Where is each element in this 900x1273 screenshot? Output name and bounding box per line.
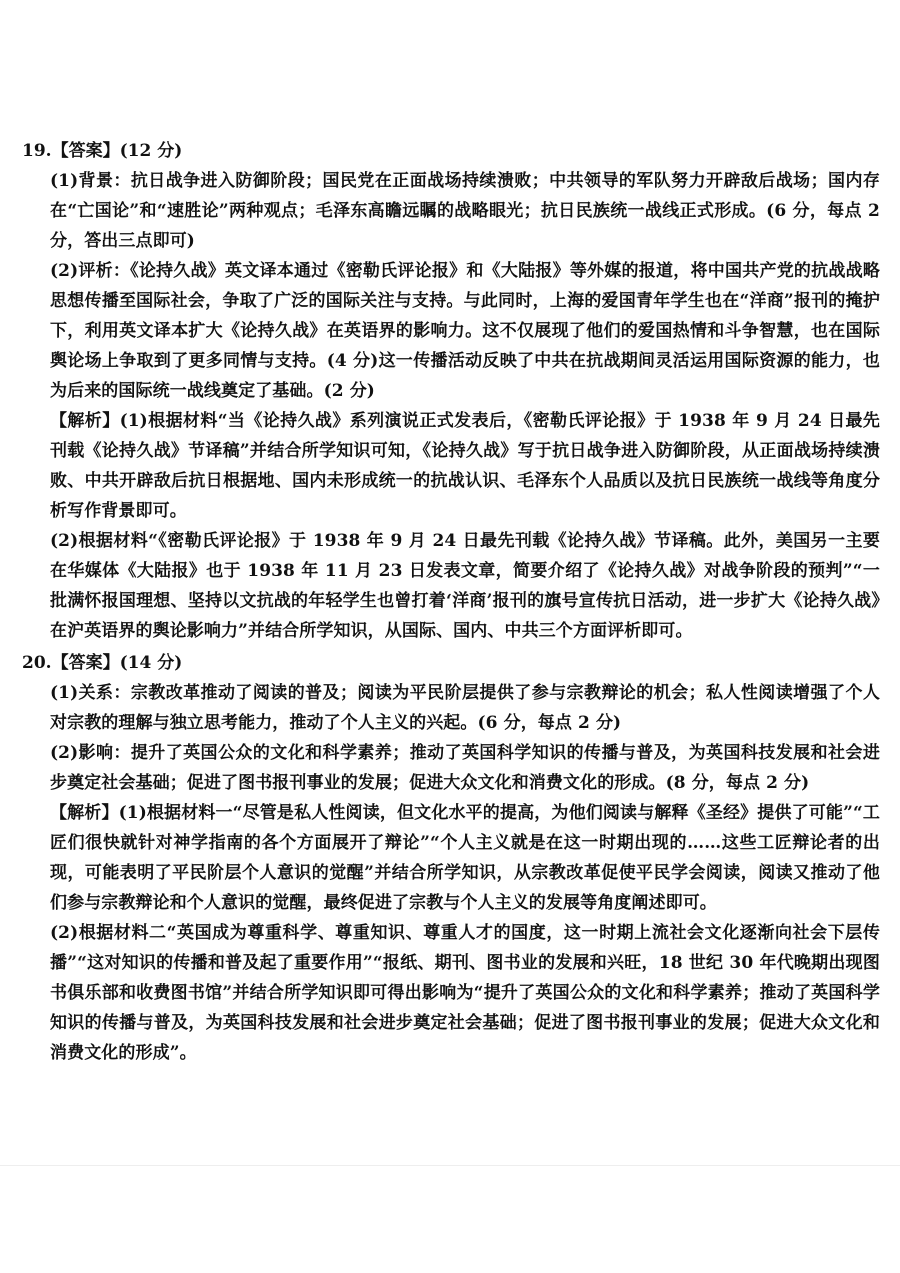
q20-analysis-part1: 【解析】(1)根据材料一“尽管是私人性阅读，但文化水平的提高，为他们阅读与解释《圣经》提供了可能”“工匠们很快就针对神学指南的各个方面展开了辩论”“个人主义就是在这一时期出现的……这些工匠辩论者的出现，可能表明了平民阶层个人意识的觉醒”并结合所学知识，从宗教改革促使平民学会阅读，阅读又推动了他们参与宗教辩论和个人意识的觉醒，最终促进了宗教与个人主义的发展等角度阐述即可。	[50, 803, 880, 913]
question-19-heading: 19.【答案】(12 分)	[22, 141, 183, 161]
question-20-heading: 20.【答案】(14 分)	[22, 653, 183, 673]
q19-analysis-part1: 【解析】(1)根据材料“当《论持久战》系列演说正式发表后，《密勒氏评论报》于 1938 年 9 月 24 日最先刊载《论持久战》节译稿”并结合所学知识可知，《论持久战》写于抗日战争进入防御阶段，从正面战场持续溃败、中共开辟敌后抗日根据地、国内未形成统一的抗战认识、毛泽东个人品质以及抗日民族统一战线等角度分析写作背景即可。	[50, 411, 880, 521]
answer-content	[22, 136, 880, 1068]
q20-answer-part2: (2)影响：提升了英国公众的文化和科学素养；推动了英国科学知识的传播与普及，为英国科技发展和社会进步奠定社会基础；促进了图书报刊事业的发展；促进大众文化和消费文化的形成。(8 分，每点 2 分)	[50, 743, 880, 793]
q19-answer-part2: (2)评析：《论持久战》英文译本通过《密勒氏评论报》和《大陆报》等外媒的报道，将中国共产党的抗战战略思想传播至国际社会，争取了广泛的国际关注与支持。与此同时，上海的爱国青年学生也在“洋商”报刊的掩护下，利用英文译本扩大《论持久战》在英语界的影响力。这不仅展现了他们的爱国热情和斗争智慧，也在国际舆论场上争取到了更多同情与支持。(4 分)这一传播活动反映了中共在抗战期间灵活运用国际资源的能力，也为后来的国际统一战线奠定了基础。(2 分)	[50, 261, 880, 401]
q19-analysis-part2: (2)根据材料“《密勒氏评论报》于 1938 年 9 月 24 日最先刊载《论持久战》节译稿。此外，美国另一主要在华媒体《大陆报》也于 1938 年 11 月 23 日发表文章，简要介绍了《论持久战》对战争阶段的预判”“一批满怀报国理想、坚持以文抗战的年轻学生也曾打着‘洋商’报刊的旗号宣传抗日活动，进一步扩大《论持久战》在沪英语界的舆论影响力”并结合所学知识，从国际、国内、中共三个方面评析即可。	[50, 531, 880, 641]
question-20-section	[22, 648, 880, 1068]
q20-analysis-part2: (2)根据材料二“英国成为尊重科学、尊重知识、尊重人才的国度，这一时期上流社会文化逐渐向社会下层传播”“这对知识的传播和普及起了重要作用”“报纸、期刊、图书业的发展和兴旺，18 世纪 30 年代晚期出现图书俱乐部和收费图书馆”并结合所学知识即可得出影响为“提升了英国公众的文化和科学素养；推动了英国科学知识的传播与普及，为英国科技发展和社会进步奠定社会基础；促进了图书报刊事业的发展；促进大众文化和消费文化的形成”。	[50, 923, 880, 1063]
q20-answer-part1: (1)关系：宗教改革推动了阅读的普及；阅读为平民阶层提供了参与宗教辩论的机会；私人性阅读增强了个人对宗教的理解与独立思考能力，推动了个人主义的兴起。(6 分，每点 2 分)	[50, 683, 880, 733]
question-19-section	[22, 136, 880, 646]
page-bottom-divider	[0, 1165, 900, 1166]
q19-answer-part1: (1)背景：抗日战争进入防御阶段；国民党在正面战场持续溃败；中共领导的军队努力开辟敌后战场；国内存在“亡国论”和“速胜论”两种观点；毛泽东高瞻远瞩的战略眼光；抗日民族统一战线正式形成。(6 分，每点 2 分，答出三点即可)	[50, 171, 880, 251]
